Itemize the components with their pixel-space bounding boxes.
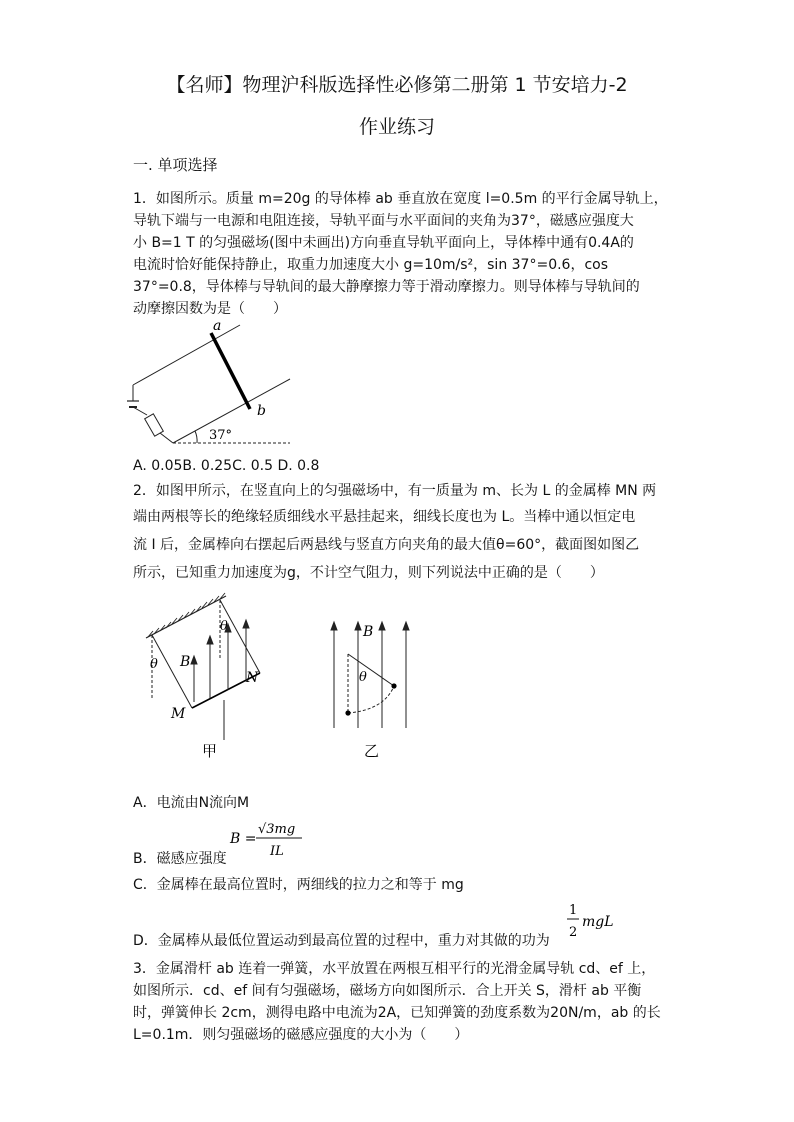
n-label: N [246, 670, 259, 686]
rod-section-high [391, 683, 396, 688]
thread-yi [348, 654, 394, 686]
q2-line-1: 2．如图甲所示，在竖直向上的匀强磁场中，有一质量为 m、长为 L 的金属棒 MN 两 [133, 483, 657, 499]
q1-line-3: 小 B=1 T 的匀强磁场(图中未画出)方向垂直导轨平面向上，导体棒中通有0.4A的 [133, 235, 634, 251]
q3-line-2: 如图所示．cd、ef 间有匀强磁场，磁场方向如图所示．合上开关 S，滑杆 ab 平衡 [133, 983, 642, 999]
label-b: b [257, 403, 266, 419]
thread-left [152, 635, 192, 708]
q2-formula-b [228, 817, 308, 861]
q1-line-2: 导轨下端与一电源和电阻连接，导轨平面与水平面间的夹角为37°，磁感应强度大 [133, 213, 634, 229]
q1-options: A. 0.05B. 0.25C. 0.5 D. 0.8 [133, 458, 320, 474]
q3-line-1: 3．金属滑杆 ab 连着一弹簧，水平放置在两根互相平行的光滑金属导轨 cd、ef 上， [133, 961, 656, 977]
q2-figure-yi [322, 618, 422, 760]
angle-label: 37° [209, 428, 233, 443]
theta-label-yi: θ [359, 670, 367, 685]
q2-figure-jia [140, 590, 270, 760]
b-label-yi: B [363, 624, 374, 640]
swing-arc [348, 686, 394, 713]
q2-option-c: C．金属棒在最高位置时，两细线的拉力之和等于 mg [133, 877, 464, 893]
b-label-jia: B [180, 654, 191, 670]
q3-line-4: L=0.1m．则匀强磁场的磁感应强度的大小为（ ） [133, 1027, 469, 1043]
q2-option-d: D．金属棒从最低位置运动到最高位置的过程中，重力对其做的功为 [133, 933, 550, 949]
q2-option-a: A．电流由N流向M [133, 795, 250, 811]
caption-jia: 甲 [202, 742, 218, 760]
q2-option-b: B．磁感应强度 [133, 851, 227, 867]
document-title-line1: 【名师】物理沪科版选择性必修第二册第 1 节安培力-2 [166, 74, 628, 96]
thread-right [220, 600, 260, 673]
angle-arc [195, 431, 197, 443]
formula-b-denominator: IL [270, 844, 284, 859]
theta-left-label: θ [150, 657, 158, 672]
formula-d-mgl: mgL [582, 914, 614, 930]
theta-right-label: θ [220, 619, 228, 634]
q1-line-1: 1．如图所示。质量 m=20g 的导体棒 ab 垂直放在宽度 l=0.5m 的平行金属导轨上， [133, 191, 668, 207]
q1-line-4: 电流时恰好能保持静止，取重力加速度大小 g=10m/s²，sin 37°=0.6，cos [133, 257, 609, 273]
q2-line-4: 所示，已知重力加速度为g，不计空气阻力，则下列说法中正确的是（ ） [133, 565, 604, 581]
rod-section-low [345, 710, 350, 715]
formula-b-numerator: √3mg [258, 822, 296, 837]
caption-yi: 乙 [364, 742, 380, 760]
q2-formula-d [566, 900, 630, 944]
section-heading: 一. 单项选择 [133, 156, 218, 174]
label-a: a [213, 318, 222, 334]
q2-line-2: 端由两根等长的绝缘轻质细线水平悬挂起来，细线长度也为 L。当棒中通以恒定电 [133, 509, 636, 525]
m-label: M [171, 706, 186, 722]
formula-b-lhs: B = [230, 831, 257, 847]
q1-line-6: 动摩擦因数为是（ ） [133, 301, 287, 317]
ceiling-line [146, 596, 226, 638]
conductor-rod-ab [211, 333, 250, 409]
q1-line-5: 37°=0.8，导体棒与导轨间的最大静摩擦力等于滑动摩擦力。则导体棒与导轨间的 [133, 279, 640, 295]
formula-d-numerator: 1 [569, 903, 578, 918]
formula-d-denominator: 2 [569, 925, 578, 940]
q2-line-3: 流 I 后，金属棒向右摆起后两悬线与竖直方向夹角的最大值θ=60°，截面图如图乙 [133, 537, 640, 553]
q1-figure-incline-rails [125, 315, 300, 450]
q3-line-3: 时，弹簧伸长 2cm，测得电路中电流为2A，已知弹簧的劲度系数为20N/m，ab 的长 [133, 1005, 661, 1021]
document-title-line2: 作业练习 [358, 116, 435, 138]
